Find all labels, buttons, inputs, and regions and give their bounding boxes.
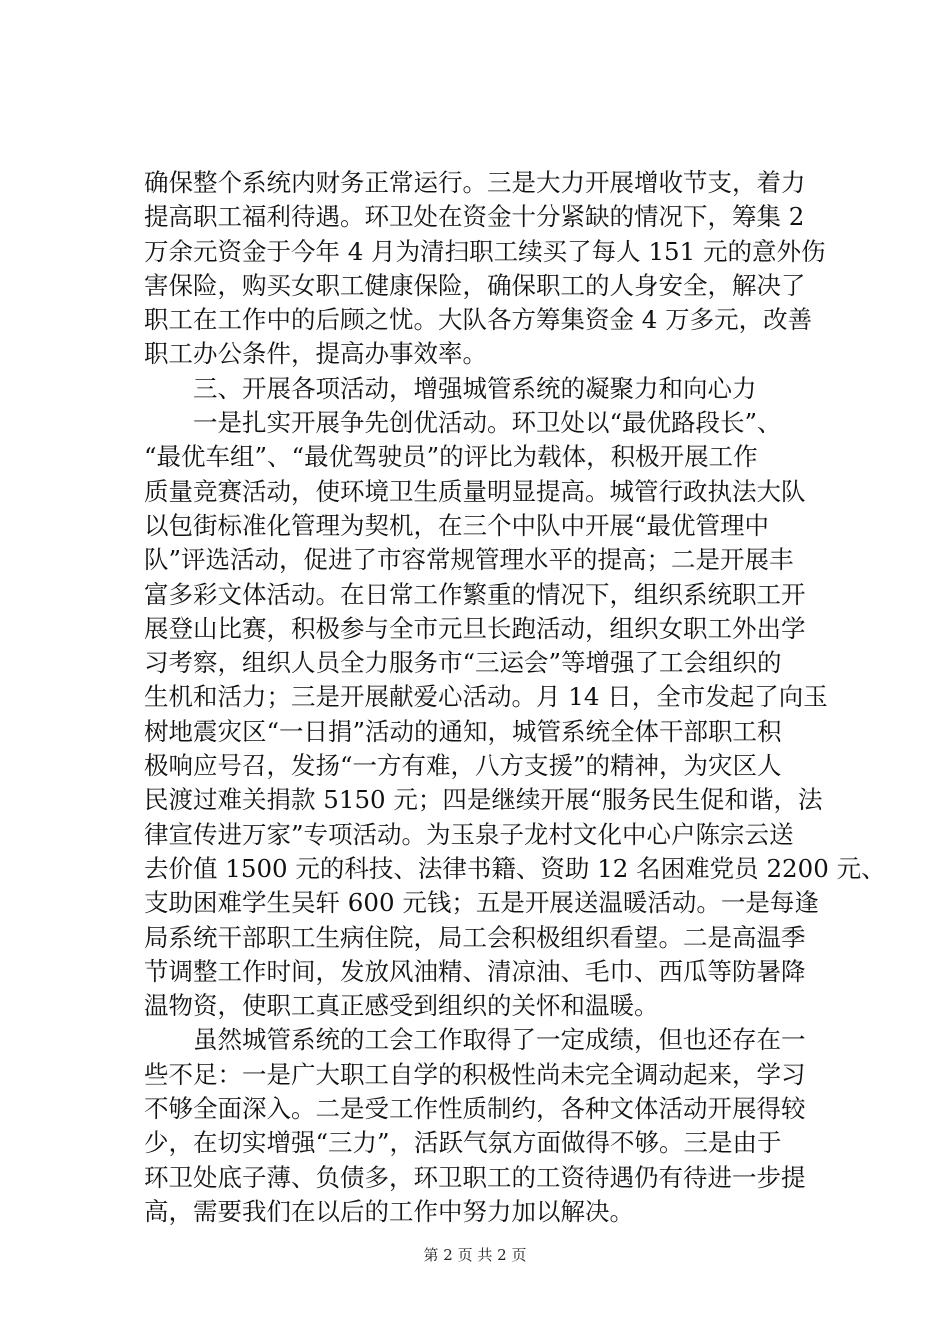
text-line: 职工在工作中的后顾之忧。大队各方筹集资金 4 万多元，改善 (144, 305, 813, 335)
text-line: 以包街标准化管理为契机，在三个中队中开展“最优管理中 (144, 510, 770, 540)
section-heading-text: 三、开展各项活动，增强城管系统的凝聚力和向心力 (193, 373, 757, 403)
section-heading (144, 372, 824, 406)
text-line: 极响应号召，发扬“一方有难，八方支援”的精神，为灾区人 (144, 751, 782, 781)
text-line: 些不足：一是广大职工自学的积极性尚未完全调动起来，学习 (144, 1059, 806, 1089)
text-line: 树地震灾区“一日捐”活动的通知，城管系统全体干部职工积 (144, 716, 782, 746)
text-line: 不够全面深入。二是受工作性质制约，各种文体活动开展得较 (144, 1094, 806, 1124)
text-line: 习考察，组织人员全力服务市“三运会”等增强了工会组织的 (144, 648, 782, 678)
paragraph-2 (144, 406, 886, 1023)
text-line: 环卫处底子薄、负债多，环卫职工的工资待遇仍有待进一步提 (144, 1162, 806, 1192)
paragraph-3 (144, 1023, 824, 1229)
text-line: 局系统干部职工生病住院，局工会积极组织看望。二是高温季 (144, 922, 806, 952)
text-line: 民渡过难关捐款 5150 元；四是继续开展“服务民生促和谐，法 (144, 785, 823, 815)
paragraph-1 (144, 166, 824, 372)
document-body (144, 166, 886, 1229)
text-line: 展登山比赛，积极参与全市元旦长跑活动，组织女职工外出学 (144, 613, 806, 643)
text-line: 质量竞赛活动，使环境卫生质量明显提高。城管行政执法大队 (144, 476, 806, 506)
text-line: 富多彩文体活动。在日常工作繁重的情况下，组织系统职工开 (144, 579, 806, 609)
text-line: 节调整工作时间，发放风油精、清凉油、毛巾、西瓜等防暑降 (144, 956, 806, 986)
text-line: 生机和活力；三是开展献爱心活动。月 14 日，全市发起了向玉 (144, 682, 828, 712)
page-number-label: 第 2 页 共 2 页 (423, 1246, 527, 1264)
page-footer (0, 1244, 950, 1265)
text-line: 律宣传进万家”专项活动。为玉泉子龙村文化中心户陈宗云送 (144, 819, 794, 849)
text-line: 万余元资金于今年 4 月为清扫职工续买了每人 151 元的意外伤 (144, 236, 826, 266)
text-line: 温物资，使职工真正感受到组织的关怀和温暖。 (144, 991, 659, 1021)
text-line: 高，需要我们在以后的工作中努力加以解决。 (144, 1196, 634, 1226)
text-line: 害保险，购买女职工健康保险，确保职工的人身安全，解决了 (144, 270, 806, 300)
text-line: 去价值 1500 元的科技、法律书籍、资助 12 名困难党员 2200 元、 (144, 853, 886, 883)
text-line: “最优车组”、“最优驾驶员”的评比为载体，积极开展工作 (144, 442, 758, 472)
text-line: 提高职工福利待遇。环卫处在资金十分紧缺的情况下，筹集 2 (144, 202, 805, 232)
text-line: 少，在切实增强“三力”，活跃气氛方面做得不够。三是由于 (144, 1128, 782, 1158)
text-line: 确保整个系统内财务正常运行。三是大力开展增收节支，着力 (144, 168, 806, 197)
text-line: 支助困难学生吴轩 600 元钱；五是开展送温暖活动。一是每逢 (144, 888, 819, 918)
text-line: 职工办公条件，提高办事效率。 (144, 339, 487, 369)
text-line: 队”评选活动，促进了市容常规管理水平的提高；二是开展丰 (144, 545, 794, 575)
text-line: 虽然城管系统的工会工作取得了一定成绩，但也还存在一 (193, 1025, 806, 1055)
text-line: 一是扎实开展争先创优活动。环卫处以“最优路段长”、 (193, 408, 782, 438)
